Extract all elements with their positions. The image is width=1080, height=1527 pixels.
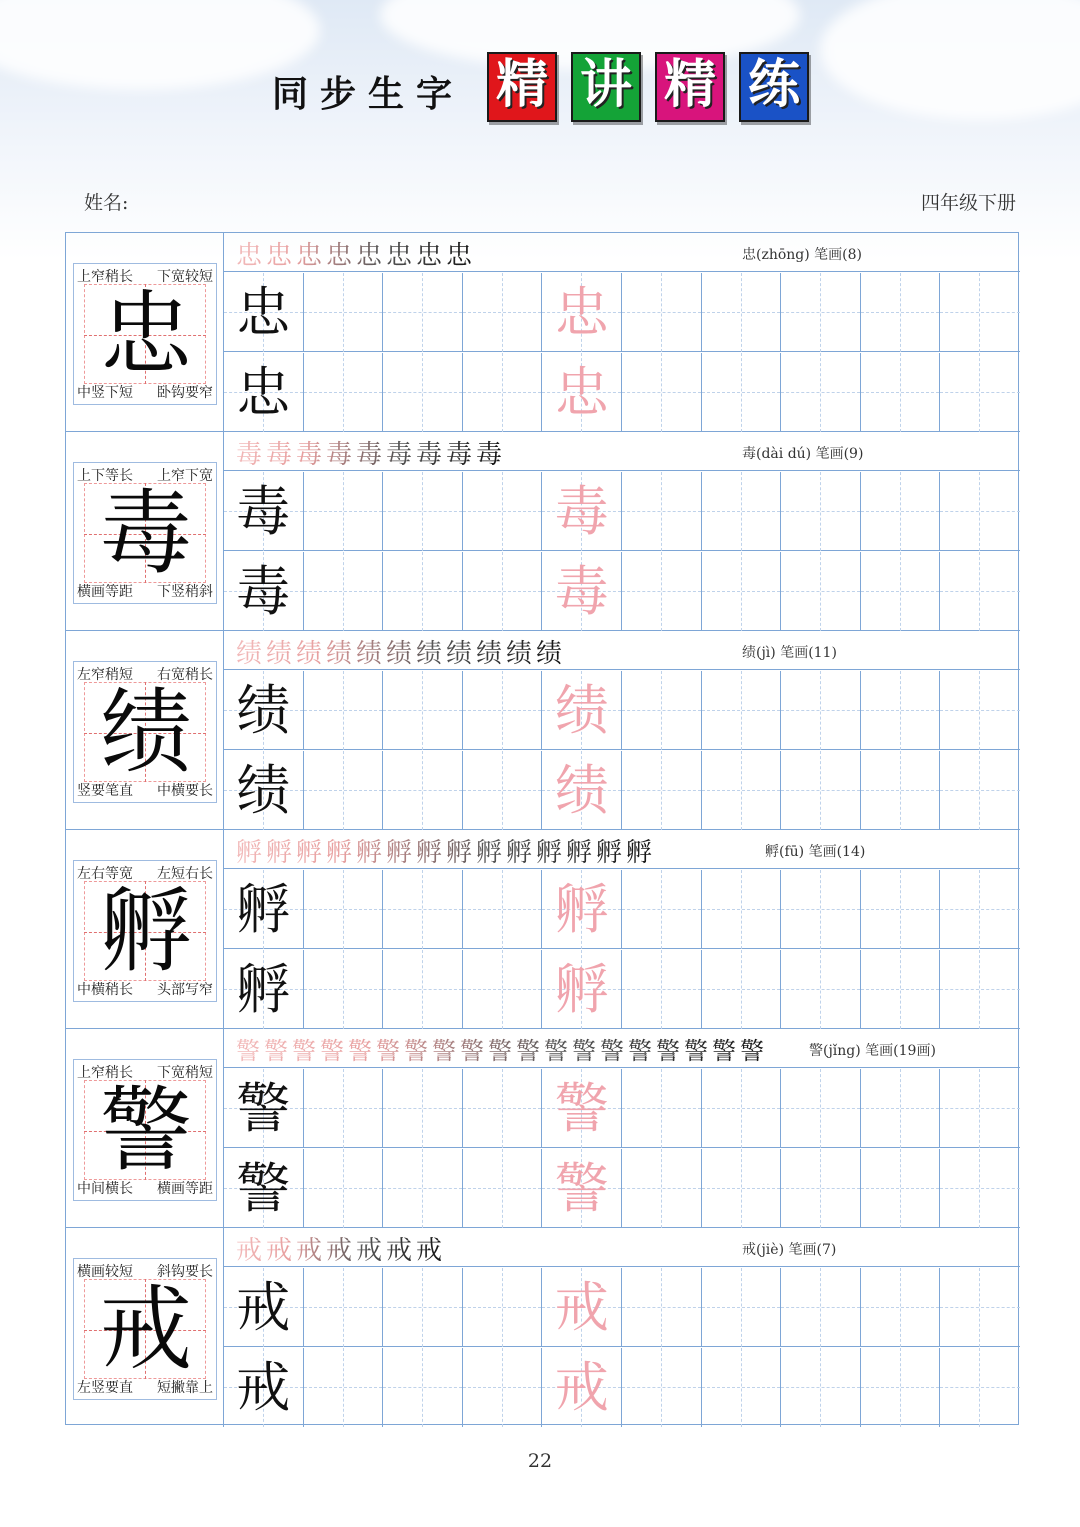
writing-cell[interactable] [861, 1348, 941, 1427]
writing-cell[interactable] [224, 751, 304, 830]
writing-cell[interactable] [542, 1069, 622, 1148]
sample-character: 绩 [236, 679, 291, 742]
writing-cell[interactable] [781, 1268, 861, 1347]
writing-cell[interactable] [861, 751, 941, 830]
name-field-label: 姓名: [84, 192, 129, 214]
writing-tip: 卧钩要窄 [157, 385, 213, 401]
writing-cell[interactable] [781, 751, 861, 830]
writing-cell[interactable] [383, 353, 463, 432]
character-block [66, 432, 1020, 631]
practice-row [224, 1268, 1020, 1347]
writing-cell[interactable] [940, 1069, 1020, 1148]
trace-character: 警 [554, 1077, 609, 1140]
writing-cell[interactable] [702, 273, 782, 352]
page-number: 22 [527, 1450, 553, 1472]
character-block [66, 830, 1020, 1029]
writing-tip: 中竖下短 [77, 385, 133, 401]
pinyin-stroke-info: 警(jǐng) 笔画(19画) [809, 1043, 936, 1059]
writing-tip: 横画等距 [157, 1181, 213, 1197]
model-character-box [73, 462, 217, 604]
writing-cell[interactable] [463, 273, 543, 352]
practice-row [224, 1069, 1020, 1148]
writing-cell[interactable] [383, 870, 463, 949]
writing-tip: 中横稍长 [77, 982, 133, 998]
writing-tip: 横画等距 [77, 584, 133, 600]
writing-cell[interactable] [383, 1268, 463, 1347]
stroke-sequence: 警警警警警警警警警警警警警警警警警警警 [236, 1031, 768, 1066]
practice-row [224, 273, 1020, 352]
writing-cell[interactable] [940, 870, 1020, 949]
writing-cell[interactable] [542, 353, 622, 432]
writing-cell[interactable] [304, 1069, 384, 1148]
writing-cell[interactable] [781, 1149, 861, 1228]
writing-cell[interactable] [463, 751, 543, 830]
writing-cell[interactable] [622, 1268, 702, 1347]
writing-cell[interactable] [781, 353, 861, 432]
writing-cell[interactable] [383, 950, 463, 1029]
writing-cell[interactable] [861, 1149, 941, 1228]
writing-cell[interactable] [702, 751, 782, 830]
writing-cell[interactable] [224, 1149, 304, 1228]
model-character: 警 [99, 1077, 192, 1184]
writing-cell[interactable] [861, 1268, 941, 1347]
stroke-sequence: 孵孵孵孵孵孵孵孵孵孵孵孵孵孵 [236, 832, 656, 869]
writing-cell[interactable] [304, 353, 384, 432]
model-character-box [73, 1059, 217, 1201]
writing-cell[interactable] [622, 1069, 702, 1148]
writing-cell[interactable] [542, 751, 622, 830]
practice-row [224, 1348, 1020, 1427]
writing-tip: 短撇靠上 [157, 1380, 213, 1396]
trace-character: 毒 [554, 480, 609, 543]
writing-cell[interactable] [224, 273, 304, 352]
practice-row [224, 751, 1020, 830]
practice-row [224, 552, 1020, 631]
stroke-sequence: 戒戒戒戒戒戒戒 [236, 1230, 446, 1267]
sample-character: 警 [236, 1157, 291, 1220]
practice-row [224, 950, 1020, 1029]
character-block [66, 1228, 1020, 1427]
model-cell [66, 1029, 224, 1227]
writing-cell[interactable] [702, 1348, 782, 1427]
grade-label: 四年级下册 [920, 192, 1016, 214]
writing-cell[interactable] [224, 1069, 304, 1148]
writing-cell[interactable] [702, 472, 782, 551]
practice-row [224, 870, 1020, 949]
writing-cell[interactable] [304, 870, 384, 949]
writing-cell[interactable] [383, 273, 463, 352]
writing-cell[interactable] [542, 552, 622, 631]
writing-cell[interactable] [622, 1149, 702, 1228]
writing-tip: 下宽较短 [157, 269, 213, 285]
model-cell [66, 233, 224, 431]
sky-background [0, 0, 1080, 260]
stroke-sequence: 忠忠忠忠忠忠忠忠 [236, 235, 476, 272]
writing-cell[interactable] [463, 1069, 543, 1148]
model-cell [66, 830, 224, 1028]
writing-cell[interactable] [542, 1149, 622, 1228]
writing-cell[interactable] [622, 472, 702, 551]
character-block [66, 233, 1020, 432]
practice-row [224, 472, 1020, 551]
writing-cell[interactable] [861, 870, 941, 949]
writing-cell[interactable] [861, 353, 941, 432]
pinyin-stroke-info: 忠(zhōng) 笔画(8) [742, 247, 863, 263]
sample-character: 孵 [236, 878, 291, 941]
model-cell [66, 631, 224, 829]
stroke-sequence: 绩绩绩绩绩绩绩绩绩绩绩 [236, 633, 566, 670]
stroke-order-row [224, 1228, 1020, 1267]
writing-tip: 上下等长 [77, 468, 133, 484]
title-badge-3: 精 [655, 52, 725, 122]
model-character-box [73, 1258, 217, 1400]
sample-character: 绩 [236, 759, 291, 822]
sample-character: 孵 [236, 958, 291, 1021]
writing-tip: 下宽稍短 [157, 1065, 213, 1081]
writing-cell[interactable] [542, 870, 622, 949]
title-badge-1: 精 [487, 52, 557, 122]
sample-character: 毒 [236, 480, 291, 543]
practice-row [224, 353, 1020, 432]
writing-cell[interactable] [702, 870, 782, 949]
model-character: 毒 [99, 480, 192, 587]
pinyin-stroke-info: 戒(jiè) 笔画(7) [742, 1242, 837, 1258]
writing-cell[interactable] [622, 751, 702, 830]
writing-cell[interactable] [463, 472, 543, 551]
model-character-box [73, 860, 217, 1002]
trace-character: 绩 [554, 679, 609, 742]
writing-cell[interactable] [304, 273, 384, 352]
model-character: 绩 [99, 679, 192, 786]
writing-tip: 上窄下宽 [157, 468, 213, 484]
writing-cell[interactable] [224, 472, 304, 551]
model-cell [66, 1228, 224, 1427]
writing-cell[interactable] [622, 552, 702, 631]
practice-sheet [65, 232, 1019, 1425]
writing-cell[interactable] [542, 472, 622, 551]
writing-tip: 左竖要直 [77, 1380, 133, 1396]
writing-cell[interactable] [542, 950, 622, 1029]
writing-cell[interactable] [781, 870, 861, 949]
writing-tip: 上窄稍长 [77, 269, 133, 285]
writing-tip: 中间横长 [77, 1181, 133, 1197]
writing-cell[interactable] [542, 671, 622, 750]
trace-character: 忠 [554, 361, 609, 424]
writing-tip: 左右等宽 [77, 866, 133, 882]
writing-cell[interactable] [781, 1069, 861, 1148]
title-badge-2: 讲 [571, 52, 641, 122]
writing-cell[interactable] [542, 1348, 622, 1427]
writing-cell[interactable] [940, 671, 1020, 750]
model-cell [66, 432, 224, 630]
trace-character: 忠 [554, 281, 609, 344]
trace-character: 戒 [554, 1356, 609, 1419]
writing-cell[interactable] [463, 1348, 543, 1427]
writing-tip: 上窄稍长 [77, 1065, 133, 1081]
writing-cell[interactable] [702, 1268, 782, 1347]
writing-cell[interactable] [861, 671, 941, 750]
writing-cell[interactable] [702, 1149, 782, 1228]
trace-character: 警 [554, 1157, 609, 1220]
writing-cell[interactable] [304, 472, 384, 551]
writing-tip: 左短右长 [157, 866, 213, 882]
writing-cell[interactable] [304, 671, 384, 750]
writing-cell[interactable] [383, 472, 463, 551]
writing-cell[interactable] [463, 1149, 543, 1228]
writing-cell[interactable] [224, 671, 304, 750]
writing-cell[interactable] [224, 870, 304, 949]
writing-cell[interactable] [940, 273, 1020, 352]
writing-cell[interactable] [781, 671, 861, 750]
writing-cell[interactable] [702, 552, 782, 631]
writing-cell[interactable] [940, 751, 1020, 830]
writing-cell[interactable] [224, 1268, 304, 1347]
writing-cell[interactable] [622, 353, 702, 432]
writing-tip: 中横要长 [157, 783, 213, 799]
trace-character: 孵 [554, 878, 609, 941]
writing-cell[interactable] [463, 671, 543, 750]
trace-character: 毒 [554, 560, 609, 623]
writing-cell[interactable] [542, 273, 622, 352]
model-character: 戒 [99, 1276, 192, 1383]
writing-cell[interactable] [304, 1149, 384, 1228]
trace-character: 孵 [554, 958, 609, 1021]
stroke-order-row [224, 1029, 1020, 1068]
writing-cell[interactable] [781, 552, 861, 631]
writing-cell[interactable] [781, 273, 861, 352]
writing-cell[interactable] [224, 1348, 304, 1427]
pinyin-stroke-info: 孵(fū) 笔画(14) [765, 844, 866, 860]
writing-cell[interactable] [542, 1268, 622, 1347]
sample-character: 戒 [236, 1356, 291, 1419]
writing-cell[interactable] [940, 353, 1020, 432]
writing-cell[interactable] [861, 273, 941, 352]
sample-character: 忠 [236, 361, 291, 424]
writing-cell[interactable] [622, 671, 702, 750]
writing-cell[interactable] [224, 353, 304, 432]
stroke-order-row [224, 830, 1020, 869]
writing-cell[interactable] [940, 1268, 1020, 1347]
sample-character: 忠 [236, 281, 291, 344]
writing-cell[interactable] [940, 472, 1020, 551]
writing-cell[interactable] [861, 950, 941, 1029]
character-block [66, 631, 1020, 830]
writing-cell[interactable] [383, 751, 463, 830]
pinyin-stroke-info: 毒(dài dú) 笔画(9) [742, 446, 864, 462]
writing-cell[interactable] [463, 552, 543, 631]
stroke-order-row [224, 631, 1020, 670]
model-character-box [73, 661, 217, 803]
character-block [66, 1029, 1020, 1228]
sample-character: 警 [236, 1077, 291, 1140]
writing-tip: 左窄稍短 [77, 667, 133, 683]
page-header [0, 48, 1080, 128]
writing-cell[interactable] [861, 1069, 941, 1148]
writing-cell[interactable] [383, 1348, 463, 1427]
writing-cell[interactable] [940, 1348, 1020, 1427]
writing-cell[interactable] [463, 1268, 543, 1347]
sample-character: 毒 [236, 560, 291, 623]
writing-cell[interactable] [224, 950, 304, 1029]
writing-cell[interactable] [702, 671, 782, 750]
writing-cell[interactable] [383, 1149, 463, 1228]
trace-character: 戒 [554, 1276, 609, 1339]
writing-tip: 竖要笔直 [77, 783, 133, 799]
writing-cell[interactable] [463, 353, 543, 432]
writing-cell[interactable] [622, 870, 702, 949]
writing-cell[interactable] [781, 950, 861, 1029]
writing-cell[interactable] [702, 950, 782, 1029]
writing-tip: 斜钩要长 [157, 1264, 213, 1280]
stroke-order-row [224, 432, 1020, 471]
writing-cell[interactable] [463, 950, 543, 1029]
writing-cell[interactable] [304, 1268, 384, 1347]
writing-cell[interactable] [383, 552, 463, 631]
writing-tip: 横画较短 [77, 1264, 133, 1280]
writing-cell[interactable] [861, 472, 941, 551]
title-badge-4: 练 [739, 52, 809, 122]
writing-cell[interactable] [622, 950, 702, 1029]
practice-row [224, 671, 1020, 750]
writing-cell[interactable] [383, 671, 463, 750]
writing-cell[interactable] [781, 472, 861, 551]
writing-cell[interactable] [304, 950, 384, 1029]
stroke-sequence: 毒毒毒毒毒毒毒毒毒 [236, 434, 506, 471]
writing-cell[interactable] [940, 1149, 1020, 1228]
stroke-order-row [224, 233, 1020, 272]
writing-cell[interactable] [940, 552, 1020, 631]
writing-tip: 头部写窄 [157, 982, 213, 998]
sample-character: 戒 [236, 1276, 291, 1339]
model-character: 孵 [99, 878, 192, 985]
writing-cell[interactable] [224, 552, 304, 631]
writing-cell[interactable] [622, 273, 702, 352]
writing-cell[interactable] [861, 552, 941, 631]
writing-tip: 右宽稍长 [157, 667, 213, 683]
writing-cell[interactable] [304, 751, 384, 830]
writing-cell[interactable] [702, 1069, 782, 1148]
writing-cell[interactable] [463, 870, 543, 949]
writing-cell[interactable] [781, 1348, 861, 1427]
writing-cell[interactable] [304, 552, 384, 631]
practice-row [224, 1149, 1020, 1228]
trace-character: 绩 [554, 759, 609, 822]
writing-cell[interactable] [622, 1348, 702, 1427]
writing-cell[interactable] [304, 1348, 384, 1427]
page-subtitle: 同步生字 [272, 74, 465, 115]
writing-cell[interactable] [702, 353, 782, 432]
writing-tip: 下竖稍斜 [157, 584, 213, 600]
writing-cell[interactable] [383, 1069, 463, 1148]
model-character: 忠 [99, 281, 192, 388]
model-character-box [73, 263, 217, 405]
writing-cell[interactable] [940, 950, 1020, 1029]
pinyin-stroke-info: 绩(jì) 笔画(11) [742, 645, 837, 661]
